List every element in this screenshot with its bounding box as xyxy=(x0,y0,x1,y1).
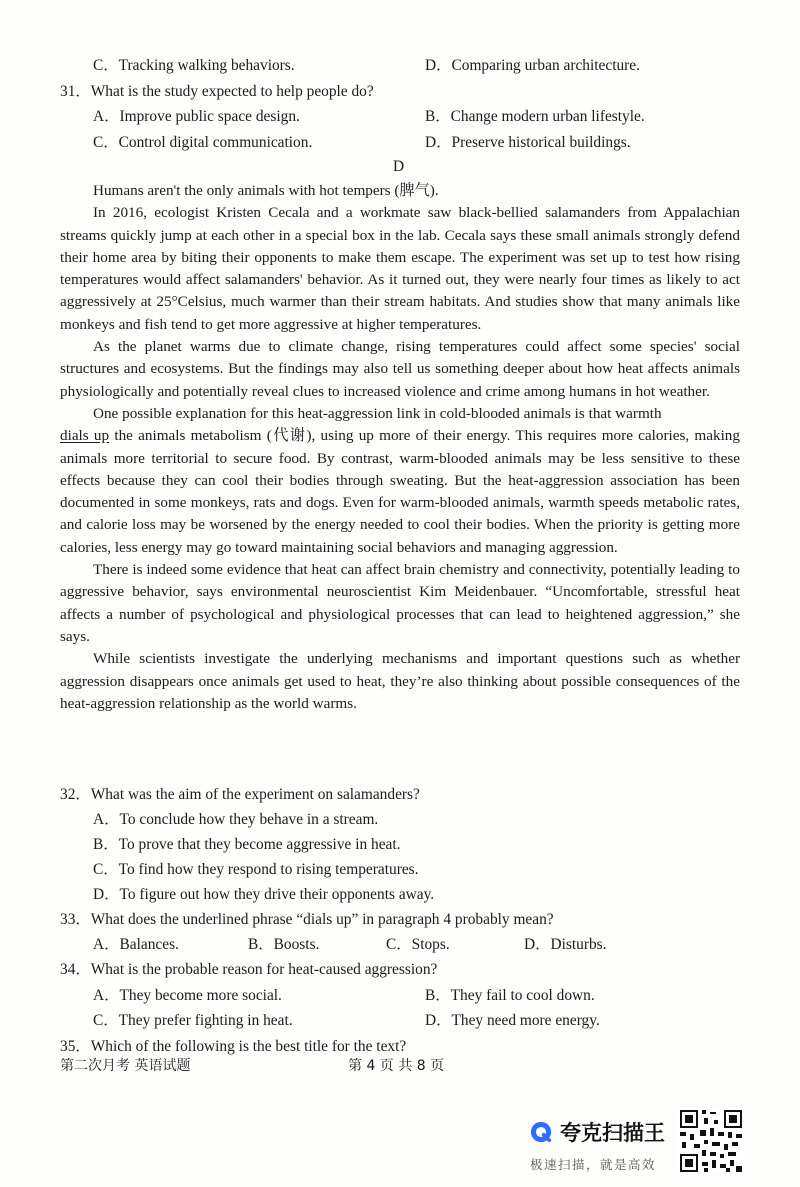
passage-paragraph-2: In 2016, ecologist Kristen Cecala and a workmate saw black-bellied salamanders from Appalachian streams quickly jump at each other in a special box in the lab. Cecala says these small animals strongly defend their home area by biting their opponents to make them escape. The experiment was set up to test how rising temperatures would affect salamanders' behavior. As it turned out, they were nearly four times as likely to act aggressively at 25°Celsius, much warmer than their stream habitats. And studies show that many animals like monkeys and fish tend to get more aggressive at higher temperatures. xyxy=(60,204,740,333)
q31-option-d: D．Preserve historical buildings. xyxy=(425,134,631,151)
q33-option-c: C．Stops. xyxy=(386,936,450,953)
quark-logo-icon xyxy=(530,1121,552,1143)
underlined-phrase: dials up xyxy=(60,427,110,445)
p4-start: One possible explanation for this heat-aggression link in cold-blooded animals is that warmth xyxy=(93,404,662,422)
q33-option-a: A．Balances. xyxy=(93,936,179,953)
scanner-slogan: 极速扫描，就是高效 xyxy=(530,1157,657,1172)
q32-option-b: B．To prove that they become aggressive in heat. xyxy=(93,836,401,853)
q34-option-d: D．They need more energy. xyxy=(425,1012,600,1029)
scanner-app-name: 夸克扫描王 xyxy=(560,1121,665,1145)
q31-option-b: B．Change modern urban lifestyle. xyxy=(425,108,645,125)
q32-option-d: D．To figure out how they drive their opponents away. xyxy=(93,886,435,903)
reading-passage xyxy=(60,180,740,715)
q32-stem: 32．What was the aim of the experiment on salamanders? xyxy=(60,786,420,803)
passage-paragraph-5: There is indeed some evidence that heat can affect brain chemistry and connectivity, potentially leading to aggressive behavior, says environmental neuroscientist Kim Meidenbauer. “Uncomfortable, stressful heat affects a number of psychological and physiological processes that can lead to heightened aggression,” she says. xyxy=(60,561,740,645)
q31-stem: 31．What is the study expected to help people do? xyxy=(60,83,374,100)
qr-code-icon xyxy=(678,1108,744,1174)
q34-option-c: C．They prefer fighting in heat. xyxy=(93,1012,293,1029)
q31-option-a: A．Improve public space design. xyxy=(93,108,300,125)
footer-exam-title: 第二次月考 英语试题 xyxy=(60,1058,191,1074)
q34-stem: 34．What is the probable reason for heat-caused aggression? xyxy=(60,961,438,978)
q33-option-b: B．Boosts. xyxy=(248,936,320,953)
q33-option-d: D．Disturbs. xyxy=(524,936,607,953)
q33-stem: 33．What does the underlined phrase “dials up” in paragraph 4 probably mean? xyxy=(60,911,554,928)
q31-option-c: C．Control digital communication. xyxy=(93,134,313,151)
passage-paragraph-1: Humans aren't the only animals with hot tempers (脾气). xyxy=(93,182,439,199)
p4-rest: the animals metabolism (代谢), using up more of their energy. This requires more calories, making animals more territorial to secure food. By contrast, warm-blooded animals may be less sensitive to these effects because they can cool their bodies through sweating. But the heat-aggression association has been documented in some monkeys, rats and dogs. Even for warm-blooded animals, warmth speeds metabolic rates, and calorie loss may be worsened by the energy needed to cool their bodies. When the priority is getting more calories, less energy may go toward maintaining social behaviors and managing aggression. xyxy=(60,427,740,556)
footer-page-number: 第 4 页 共 8 页 xyxy=(348,1058,445,1074)
q34-option-b: B．They fail to cool down. xyxy=(425,987,595,1004)
passage-paragraph-6: While scientists investigate the underlying mechanisms and important questions such as whether aggression disappears once animals get used to heat, they’re also thinking about possible consequences of the heat-aggression relationship as the world warms. xyxy=(60,650,740,712)
passage-label: D xyxy=(393,158,405,175)
q32-option-a: A．To conclude how they behave in a stream. xyxy=(93,811,379,828)
passage-paragraph-3: As the planet warms due to climate change, rising temperatures could affect some species' social structures and ecosystems. But the findings may also tell us something deeper about how heat affects animals physiologically and potentially reveal clues to increased violence and crime among humans in hot weather. xyxy=(60,338,740,400)
q30-option-c: C．Tracking walking behaviors. xyxy=(93,57,295,74)
q34-option-a: A．They become more social. xyxy=(93,987,282,1004)
q32-option-c: C．To find how they respond to rising temperatures. xyxy=(93,861,419,878)
q30-option-d: D．Comparing urban architecture. xyxy=(425,57,640,74)
q35-stem: 35．Which of the following is the best title for the text? xyxy=(60,1038,407,1055)
passage-paragraph-4 xyxy=(60,403,740,559)
